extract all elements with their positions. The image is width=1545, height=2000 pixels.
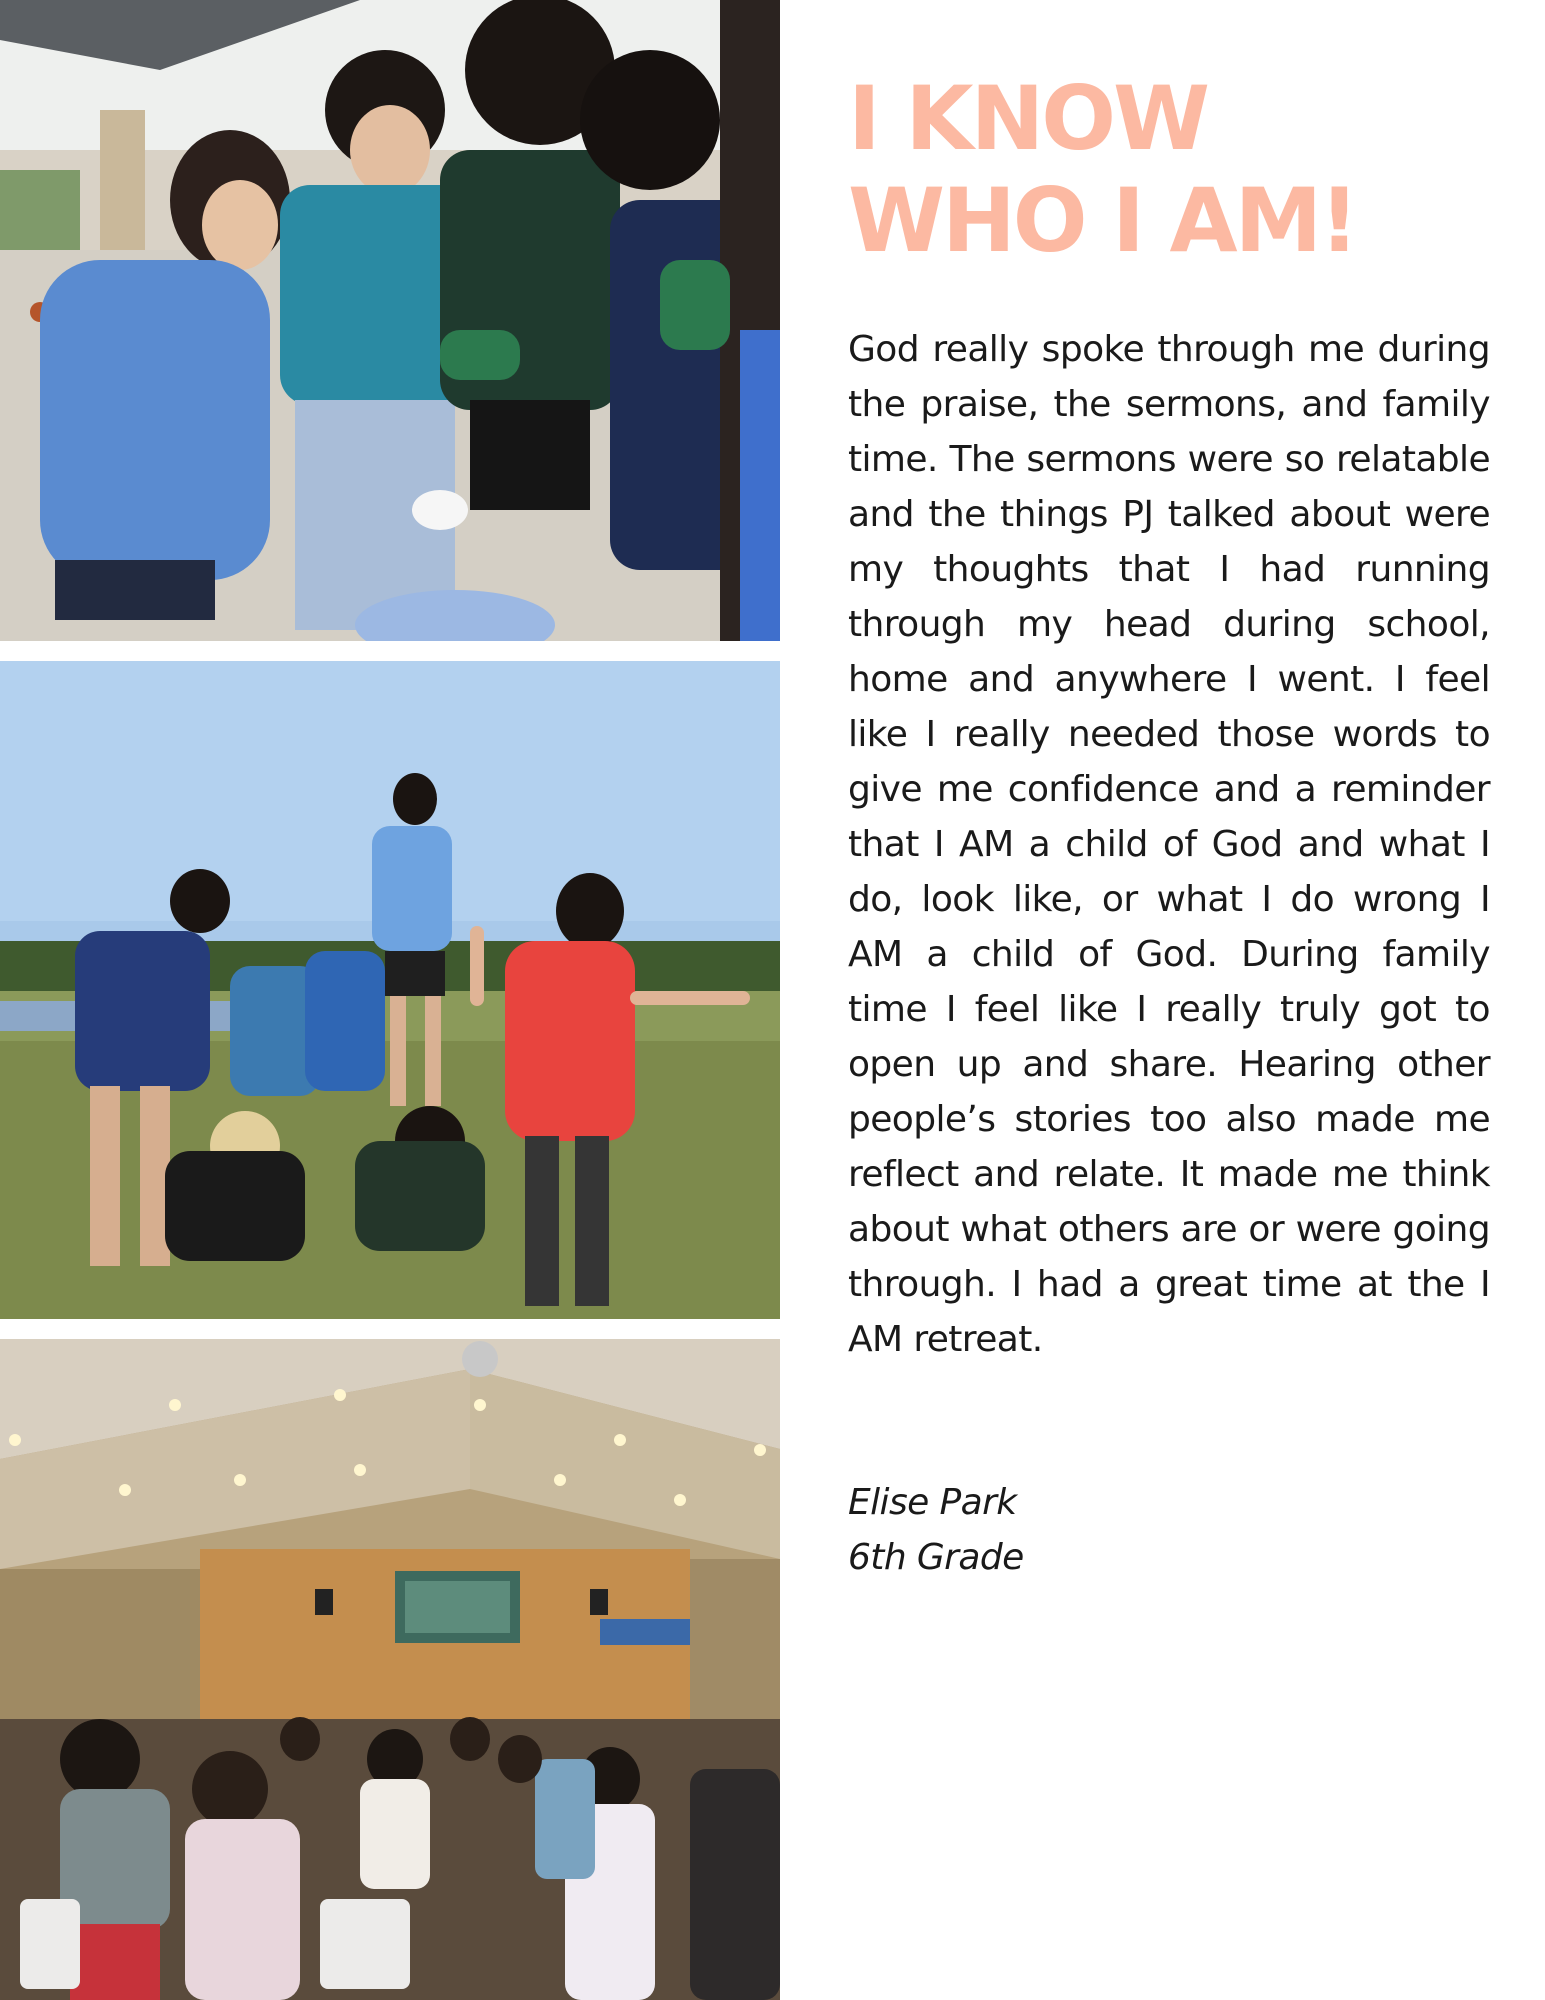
author-grade: 6th Grade: [848, 1537, 1024, 1578]
photo-field-group-image: [0, 661, 780, 1319]
photo-field-group: [0, 661, 780, 1319]
photo-worship-hall: [0, 1339, 780, 2000]
page-title: [848, 68, 1488, 272]
author-signature: [848, 1475, 1024, 1585]
photo-pavilion-activity-image: [0, 0, 780, 641]
title-line-2: WHO I AM!: [848, 169, 1357, 272]
title-line-1: I KNOW: [848, 67, 1208, 170]
photo-worship-hall-image: [0, 1339, 780, 2000]
author-name: Elise Park: [848, 1482, 1017, 1523]
photo-pavilion-activity: [0, 0, 780, 641]
testimony-body: God really spoke through me during the praise, the sermons, and family time. The sermons were so relatable and the things PJ talked about were my thoughts that I had running through my head during school, home and anywhere I went. I feel like I really needed those words to give me confidence and a reminder that I AM a child of God and what I do, look like, or what I do wrong I AM a child of God. During family time I feel like I really truly got to open up and share. Hearing other people’s stories too also made me reflect and relate. It made me think about what others are or were going through. I had a great time at the I AM retreat.: [848, 329, 1490, 1360]
